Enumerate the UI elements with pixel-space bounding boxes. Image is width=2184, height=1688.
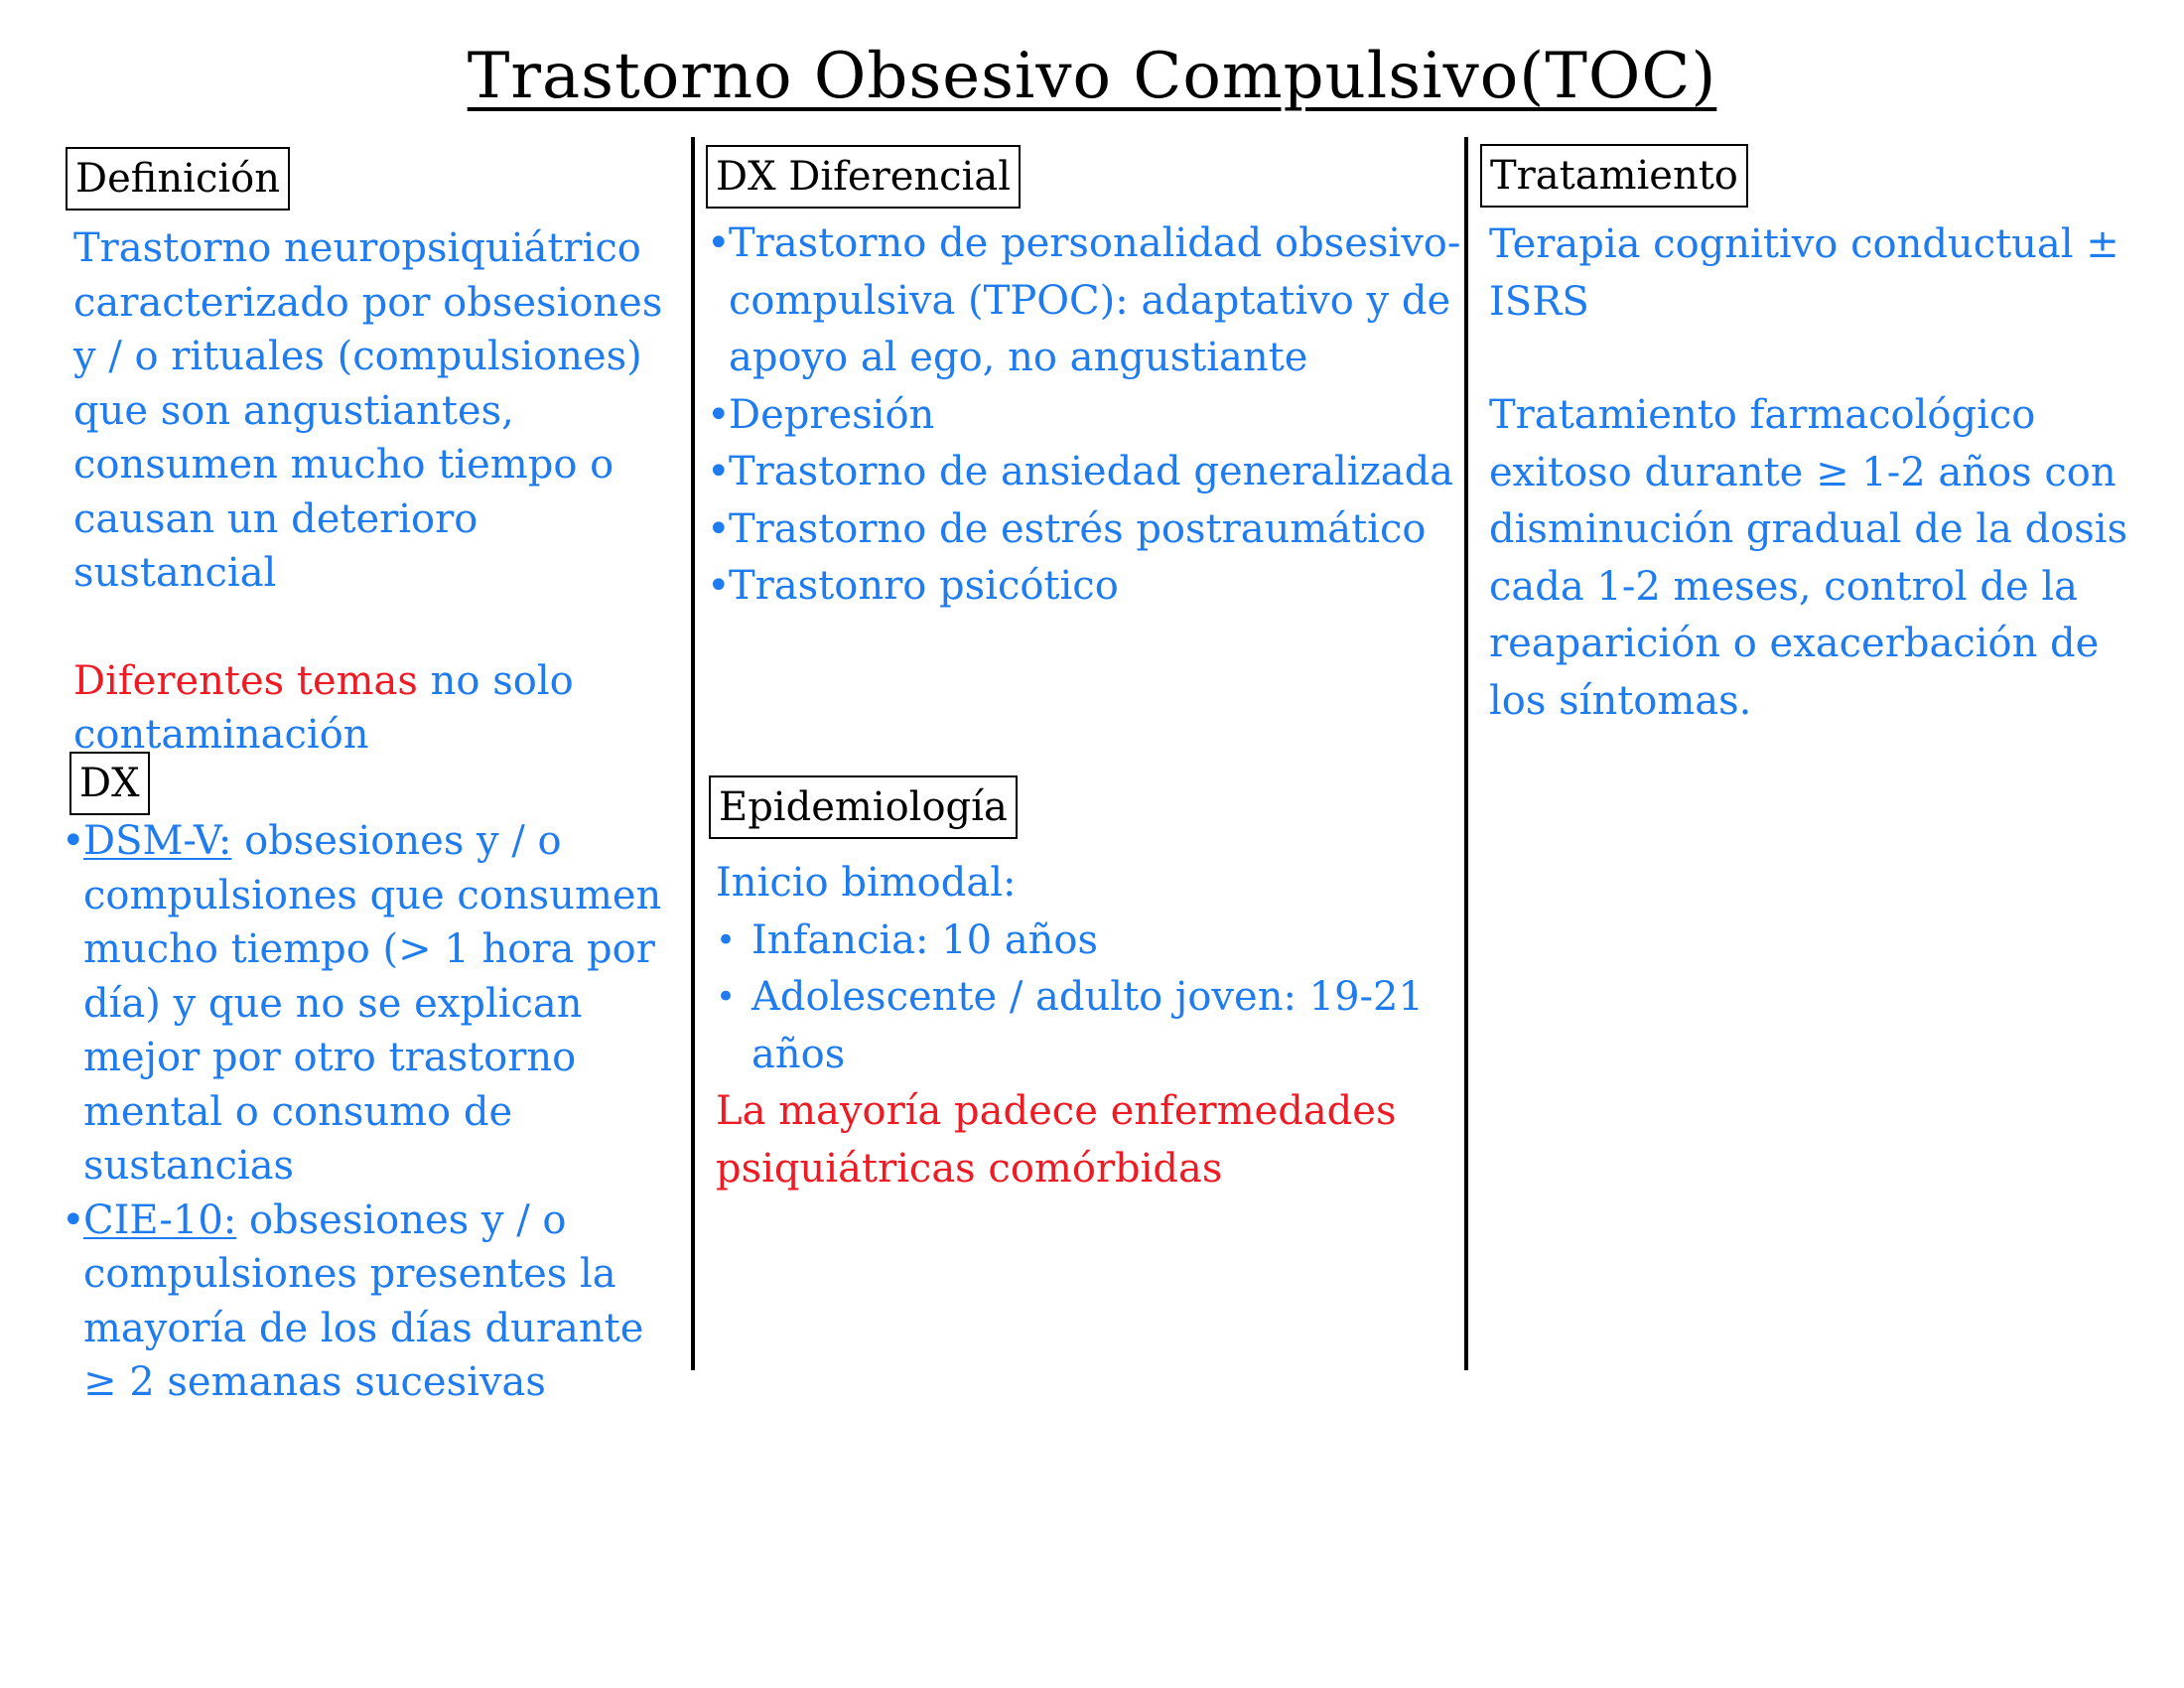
- tratamiento-heading: Tratamiento: [1480, 144, 1748, 208]
- dx-item-dsm: [62, 814, 687, 1194]
- epidemiologia-item: • Adolescente / adulto joven: 19-21 años: [716, 969, 1431, 1083]
- dx-diferencial-heading: DX Diferencial: [706, 145, 1021, 209]
- definicion-note: [73, 654, 669, 763]
- dx-item-text: obsesiones y / o compulsiones presentes la mayoría de los días durante ≥ 2 semanas sucesivas: [83, 1196, 644, 1405]
- definicion-body: Trastorno neuropsiquiátrico caracterizado por obsesiones y / o rituales (compulsiones) que son angustiantes, consumen mucho tiempo o causan un deterioro sustancial: [73, 225, 663, 596]
- dx-diferencial-item: • Trastorno de estrés postraumático: [707, 501, 1461, 559]
- tratamiento-therapy: Terapia cognitivo conductual ± ISRS: [1489, 221, 2119, 325]
- epidemiologia-list: [716, 913, 1431, 1084]
- dx-diferencial-item: • Depresión: [707, 387, 1461, 445]
- definicion-note-highlight: Diferentes temas: [73, 657, 418, 704]
- epidemiologia-section: [716, 855, 1431, 1197]
- dx-item-cie: [62, 1194, 687, 1410]
- dx-diferencial-item: • Trastorno de personalidad obsesivo-compulsiva (TPOC): adaptativo y de apoyo al ego, no angustiante: [707, 215, 1461, 387]
- definicion-section: [73, 221, 669, 763]
- column-divider-right: [1464, 137, 1468, 1370]
- epidemiologia-note: La mayoría padece enfermedades psiquiátricas comórbidas: [716, 1088, 1397, 1192]
- page-title: Trastorno Obsesivo Compulsivo(TOC): [467, 40, 1717, 113]
- dx-diferencial-item: • Trastorno de ansiedad generalizada: [707, 444, 1461, 501]
- definicion-note-rest: no solo contaminación: [73, 657, 574, 758]
- definicion-heading: Definición: [66, 147, 290, 211]
- epidemiologia-intro: Inicio bimodal:: [716, 860, 1017, 906]
- tratamiento-pharmacologic: Tratamiento farmacológico exitoso durante ≥ 1-2 años con disminución gradual de la dosis cada 1-2 meses, control de la reaparición o exacerbación de los síntomas.: [1489, 392, 2128, 724]
- dx-item-label: CIE-10:: [83, 1196, 237, 1243]
- dx-heading: DX: [69, 752, 150, 815]
- dx-item-label: DSM-V:: [83, 818, 232, 864]
- dx-diferencial-list: [707, 215, 1461, 616]
- column-divider-left: [691, 137, 695, 1370]
- tratamiento-section: [1489, 216, 2164, 730]
- dx-list: [62, 814, 687, 1410]
- epidemiologia-item: • Infancia: 10 años: [716, 913, 1431, 970]
- dx-item-text: obsesiones y / o compulsiones que consumen mucho tiempo (> 1 hora por día) y que no se explican mejor por otro trastorno mental o consumo de sustancias: [83, 818, 662, 1189]
- dx-diferencial-item: • Trastonro psicótico: [707, 558, 1461, 616]
- epidemiologia-heading: Epidemiología: [709, 775, 1018, 839]
